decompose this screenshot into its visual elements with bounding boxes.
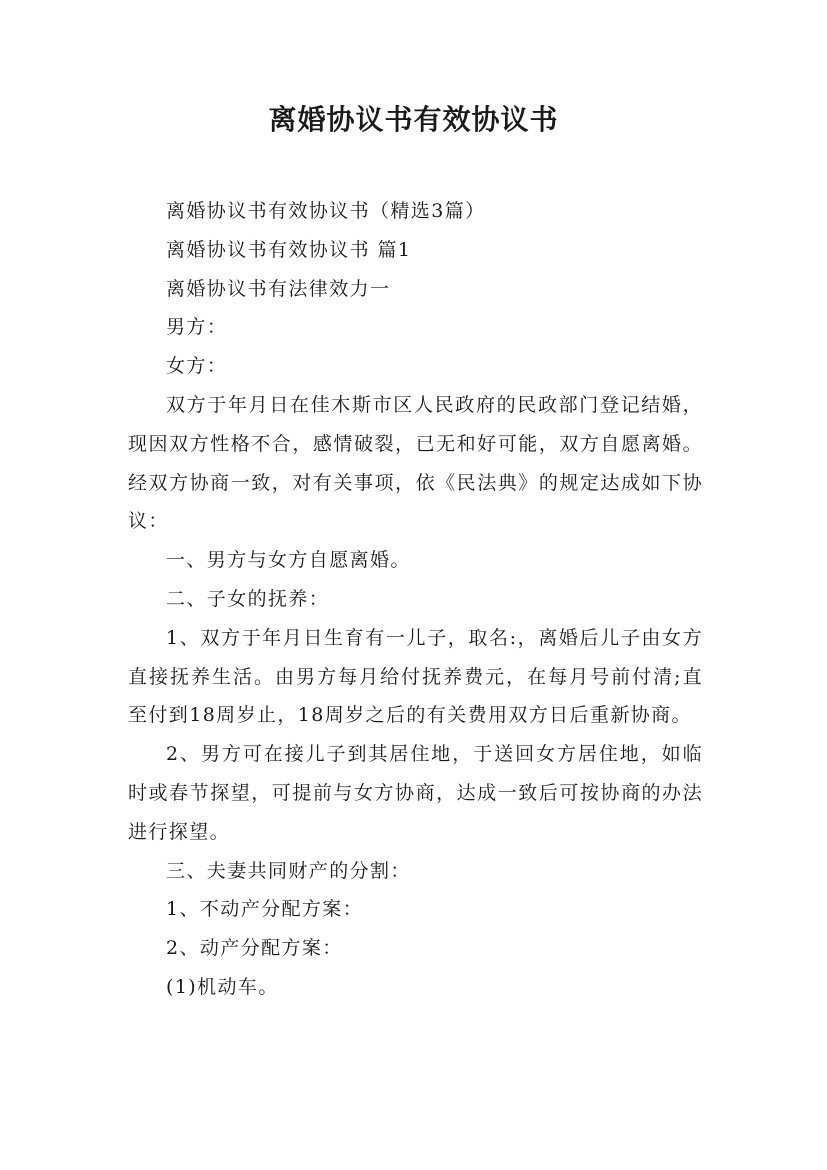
paragraph: 离婚协议书有效协议书 篇1 xyxy=(166,238,412,261)
paragraph: 离婚协议书有法律效力一 xyxy=(166,277,391,300)
paragraph: 双方于年月日在佳木斯市区人民政府的民政部门登记结婚，现因双方性格不合，感情破裂，已无和好可能，双方自愿离婚。经双方协商一致，对有关事项，依《民法典》的规定达成如下协议： xyxy=(128,393,703,533)
paragraph: 男方： xyxy=(166,316,228,339)
paragraph: 二、子女的抚养： xyxy=(166,587,330,610)
document-body xyxy=(128,192,703,1007)
document-title: 离婚协议书有效协议书 xyxy=(268,103,559,136)
paragraph: 1、不动产分配方案： xyxy=(166,898,364,921)
paragraph: 一、男方与女方自愿离婚。 xyxy=(166,549,411,572)
paragraph: 2、动产分配方案： xyxy=(166,937,343,960)
paragraph: 2、男方可在接儿子到其居住地，于送回女方居住地，如临时或春节探望，可提前与女方协商，达成一致后可按协商的办法进行探望。 xyxy=(128,743,703,843)
paragraph: 离婚协议书有效协议书（精选3篇） xyxy=(166,200,486,222)
paragraph: 女方： xyxy=(166,355,228,378)
paragraph: (1)机动车。 xyxy=(166,975,279,998)
paragraph: 1、双方于年月日生育有一儿子，取名:，离婚后儿子由女方直接抚养生活。由男方每月给付抚养费元，在每月号前付清;直至付到18周岁止，18周岁之后的有关费用双方日后重新协商。 xyxy=(128,626,703,727)
paragraph: 三、夫妻共同财产的分割： xyxy=(166,859,411,882)
